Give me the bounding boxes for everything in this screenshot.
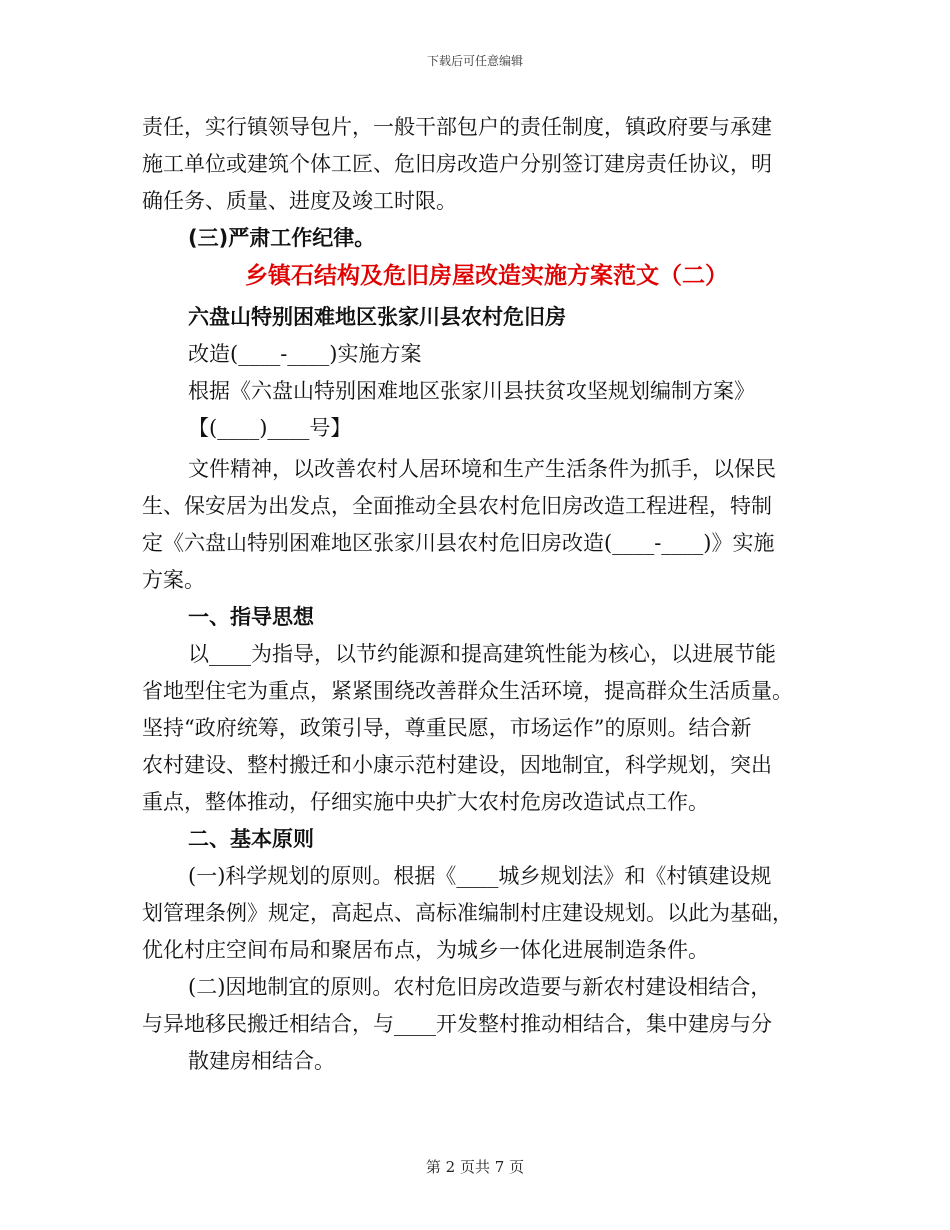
- body-line-13: 方案。: [142, 568, 205, 592]
- body-line-16: 省地型住宅为重点，紧紧围绕改善群众生活环境，提高群众生活质量。: [142, 679, 793, 703]
- basis-line: 根据《六盘山特别困难地区张家川县扶贫攻坚规划编制方案》: [188, 379, 755, 403]
- body-line-17: 坚持“政府统筹，政策引导，尊重民愿，市场运作”的原则。结合新: [142, 716, 752, 740]
- body-line-22: 划管理条例》规定，高起点、高标准编制村庄建设规划。以此为基础，: [142, 901, 793, 925]
- body-line-19: 重点，整体推动，仔细实施中央扩大农村危房改造试点工作。: [142, 790, 709, 814]
- section-heading-basic-principles: 二、基本原则: [188, 827, 314, 851]
- subtitle-line-1: 六盘山特别困难地区张家川县农村危旧房: [188, 305, 566, 329]
- body-line-15: 以____为指导，以节约能源和提高建筑性能为核心，以进展节能: [188, 642, 776, 666]
- body-line-12: 定《六盘山特别困难地区张家川县农村危旧房改造(____-____)》实施: [142, 531, 775, 555]
- subtitle-line-2: 改造(____-____)实施方案: [188, 342, 422, 366]
- page-header-note: 下载后可任意编辑: [426, 54, 523, 68]
- document-title: 乡镇石结构及危旧房屋改造实施方案范文（二）: [245, 263, 728, 289]
- body-line-10: 文件精神，以改善农村人居环境和生产生活条件为抓手，以保民: [188, 457, 776, 481]
- document-number-line: 【(____)____号】: [188, 416, 352, 440]
- body-line-26: 散建房相结合。: [188, 1049, 335, 1073]
- body-line-21: (一)科学规划的原则。根据《____城乡规划法》和《村镇建设规: [188, 864, 772, 888]
- page-number-footer: 第 2 页共 7 页: [425, 1158, 525, 1176]
- body-line-3: 确任务、质量、进度及竣工时限。: [142, 189, 457, 213]
- body-line-23: 优化村庄空间布局和聚居布点，为城乡一体化进展制造条件。: [142, 938, 709, 962]
- body-line-18: 农村建设、整村搬迁和小康示范村建设，因地制宜，科学规划，突出: [142, 753, 772, 777]
- section-heading-discipline: (三)严肃工作纪律。: [188, 226, 376, 250]
- body-line-1: 责任，实行镇领导包片，一般干部包户的责任制度，镇政府要与承建: [142, 115, 772, 139]
- body-line-24: (二)因地制宜的原则。农村危旧房改造要与新农村建设相结合，: [188, 975, 772, 999]
- section-heading-guiding-thought: 一、指导思想: [188, 605, 314, 629]
- body-line-2: 施工单位或建筑个体工匠、危旧房改造户分别签订建房责任协议，明: [142, 152, 772, 176]
- body-line-11: 生、保安居为出发点，全面推动全县农村危旧房改造工程进程，特制: [142, 494, 772, 518]
- body-line-25: 与异地移民搬迁相结合，与____开发整村推动相结合，集中建房与分: [142, 1012, 772, 1036]
